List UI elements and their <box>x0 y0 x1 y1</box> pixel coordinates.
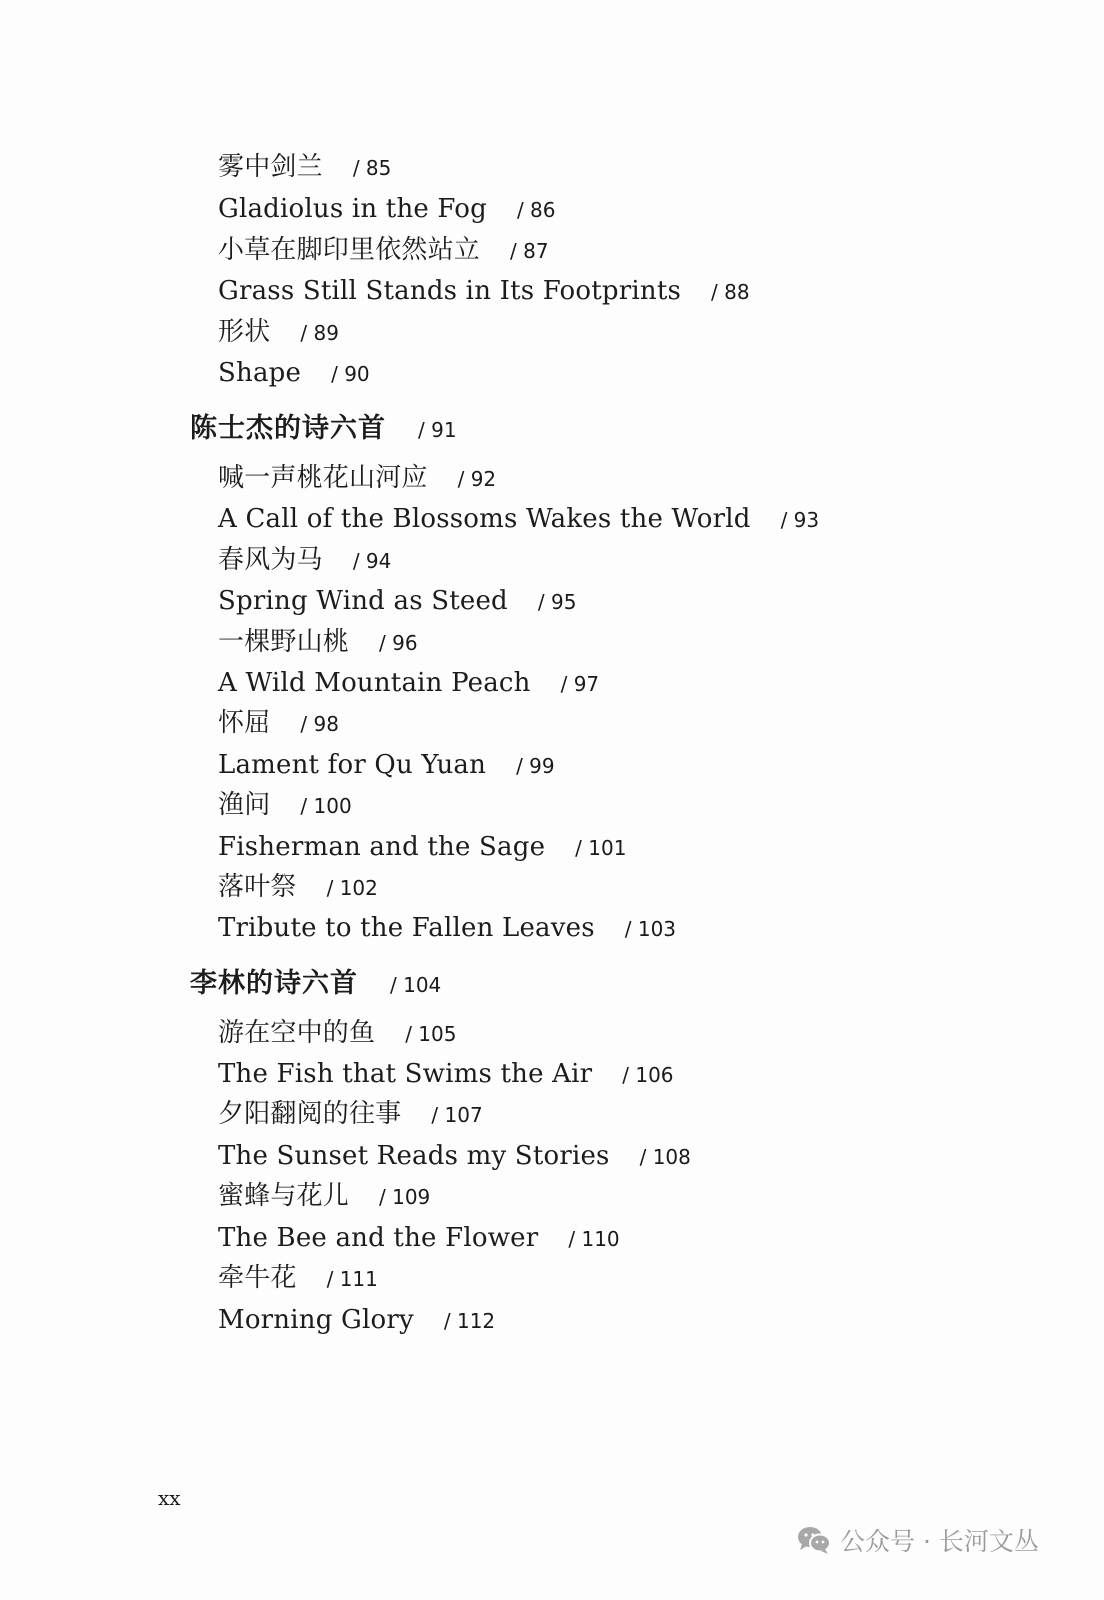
toc-entry-title: Gladiolus in the Fog <box>218 194 487 224</box>
toc-entry-title: Tribute to the Fallen Leaves <box>218 913 595 943</box>
toc-entry <box>218 1176 430 1216</box>
toc-entry-page: / 100 <box>300 794 352 818</box>
toc-entry-title: Lament for Qu Yuan <box>218 750 487 780</box>
toc-entry-page: / 85 <box>352 156 392 180</box>
toc-entry-page: / 99 <box>516 754 555 778</box>
toc-entry <box>218 745 555 785</box>
toc-entry-title: A Call of the Blossoms Wakes the World <box>218 504 751 534</box>
toc-entry <box>218 663 599 703</box>
toc-entry-page: / 97 <box>560 672 600 696</box>
toc-entry-page: / 110 <box>568 1227 620 1251</box>
toc-entry-page: / 108 <box>639 1145 691 1169</box>
section-page: / 91 <box>418 418 457 442</box>
toc-entry <box>218 312 339 352</box>
toc-entry-title: 渔问 <box>218 790 271 820</box>
toc-entry <box>218 499 819 539</box>
toc-entry-title: Shape <box>218 358 302 388</box>
toc-entry-title: 喊一声桃花山河应 <box>218 463 428 493</box>
toc-entry-page: / 95 <box>537 590 577 614</box>
toc-entry <box>218 1258 378 1298</box>
toc-entry-title: Morning Glory <box>218 1305 414 1335</box>
toc-entry-page: / 111 <box>326 1267 378 1291</box>
toc-entry-page: / 96 <box>379 631 418 655</box>
toc-entry-title: A Wild Mountain Peach <box>218 668 531 698</box>
toc-entry-title: The Sunset Reads my Stories <box>218 1141 610 1171</box>
toc-entry <box>218 908 676 948</box>
section-title: 陈士杰的诗六首 <box>190 413 386 444</box>
watermark <box>796 1520 1039 1560</box>
toc-entry-page: / 103 <box>624 917 677 941</box>
toc-entry-page: / 94 <box>352 549 392 573</box>
toc-entry <box>218 622 418 662</box>
toc-entry-page: / 87 <box>510 239 549 263</box>
section-title: 李林的诗六首 <box>190 968 358 999</box>
toc-entry <box>218 867 378 907</box>
toc-entry-page: / 106 <box>622 1063 674 1087</box>
toc-entry <box>218 353 370 393</box>
toc-entry-title: 春风为马 <box>218 545 323 575</box>
toc-entry-title: 游在空中的鱼 <box>218 1018 376 1048</box>
toc-entry-page: / 90 <box>331 362 370 386</box>
toc-entry-title: 牵牛花 <box>218 1263 297 1293</box>
toc-entry-page: / 89 <box>300 321 339 345</box>
toc-entry-title: 蜜蜂与花儿 <box>218 1181 350 1211</box>
toc-entry <box>218 1300 495 1340</box>
toc-entry-title: The Fish that Swims the Air <box>218 1059 593 1089</box>
toc-entry <box>218 827 626 867</box>
toc-entry-title: Grass Still Stands in Its Footprints <box>218 276 682 306</box>
toc-entry <box>218 703 339 743</box>
toc-section-heading <box>190 962 441 1006</box>
toc-entry <box>218 581 576 621</box>
toc-entry <box>218 1136 691 1176</box>
toc-entry-page: / 102 <box>326 876 378 900</box>
toc-entry-title: Fisherman and the Sage <box>218 832 546 862</box>
toc-entry-title: 怀屈 <box>218 708 271 738</box>
toc-entry-page: / 93 <box>780 508 820 532</box>
toc-entry-title: 落叶祭 <box>218 872 297 902</box>
toc-entry-title: The Bee and the Flower <box>218 1223 539 1253</box>
toc-entry-page: / 112 <box>443 1309 496 1333</box>
toc-entry <box>218 1218 620 1258</box>
toc-section-heading <box>190 407 457 451</box>
toc-entry <box>218 147 391 187</box>
toc-entry <box>218 458 496 498</box>
toc-entry-page: / 101 <box>575 836 627 860</box>
toc-entry-page: / 86 <box>516 198 556 222</box>
toc-entry <box>218 271 750 311</box>
toc-entry-title: 一棵野山桃 <box>218 627 350 657</box>
page-number: xx <box>158 1486 181 1510</box>
toc-entry-page: / 107 <box>431 1103 483 1127</box>
toc-entry-page: / 88 <box>711 280 750 304</box>
toc-entry-title: 雾中剑兰 <box>218 152 323 182</box>
toc-entry-title: 形状 <box>218 317 271 347</box>
toc-entry-page: / 109 <box>379 1185 431 1209</box>
toc-entry <box>218 1094 483 1134</box>
toc-entry-title: 夕阳翻阅的往事 <box>218 1099 402 1129</box>
toc-entry-page: / 92 <box>457 467 497 491</box>
toc-entry-title: 小草在脚印里依然站立 <box>218 235 481 265</box>
toc-entry-title: Spring Wind as Steed <box>218 586 508 616</box>
toc-entry <box>218 230 549 270</box>
section-page: / 104 <box>390 973 442 997</box>
toc-entry <box>218 785 352 825</box>
toc-entry-page: / 105 <box>405 1022 457 1046</box>
watermark-text: 公众号 · 长河文丛 <box>840 1527 1039 1556</box>
toc-entry <box>218 189 556 229</box>
toc-entry <box>218 1054 674 1094</box>
toc-entry-page: / 98 <box>300 712 339 736</box>
toc-entry <box>218 1013 456 1053</box>
wechat-icon <box>796 1524 832 1556</box>
toc-entry <box>218 540 391 580</box>
